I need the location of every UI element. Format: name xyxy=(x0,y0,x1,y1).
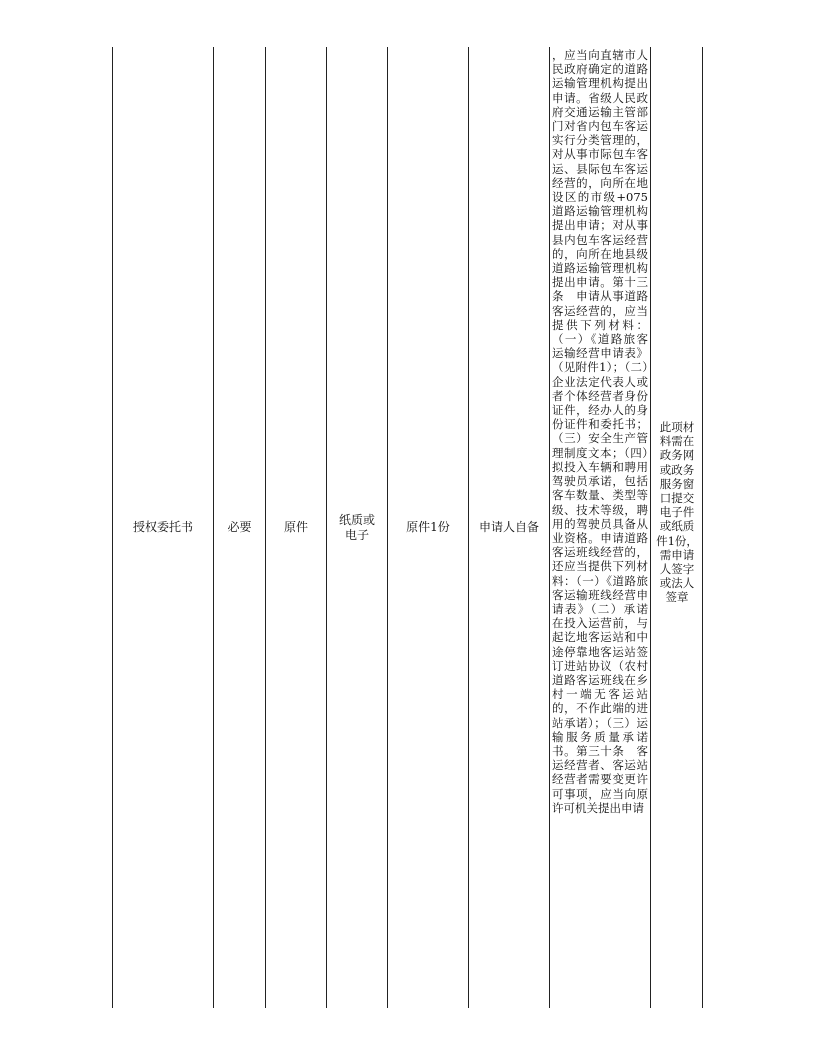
required-flag: 必要 xyxy=(227,520,252,534)
column-border xyxy=(549,47,550,1008)
form-cell xyxy=(327,47,387,1008)
material-name-cell xyxy=(113,47,213,1008)
column-border xyxy=(650,47,651,1008)
original-type: 原件 xyxy=(283,520,308,534)
source-cell xyxy=(469,47,549,1008)
remark-text: 此项材料需在政务网或政务服务窗口提交电子件或纸质件1份，需申请人签字或法人签章 xyxy=(656,420,698,605)
quantity-cell xyxy=(388,47,468,1008)
legal-basis-text: ，应当向直辖市人民政府确定的道路运输管理机构提出申请。省级人民政府交通运输主管部门对省内包车客运实行分类管理的，对从事市际包车客运、县际包车客运经营的，向所在地设区的市级+075道路运输管理机构提出申请；对从事县内包车客运经营的，向所在地县级道路运输管理机构提出申请。第十三条 申请从事道路客运经营的，应当提供下列材料：（一）《道路旅客运输经营申请表》（见附件1）；（二）企业法定代表人或者个体经营者身份证件，经办人的身份证件和委托书；（三）安全生产管理制度文本；（四）拟投入车辆和聘用驾驶员承诺，包括客车数量、类型等级、技术等级，聘用的驾驶员具备从业资格。申请道路客运班线经营的，还应当提供下列材料：（一）《道路旅客运输班线经营申请表》（二）承诺在投入运营前，与起讫地客运站和中途停靠地客运站签订进站协议（农村道路客运班线在乡村一端无客运站的，不作此端的进站承诺）；（三）运输服务质量承诺书。第三十条 客运经营者、客运站经营者需要变更许可事项，应当向原许可机关提出申请 xyxy=(552,48,648,815)
original-cell xyxy=(266,47,326,1008)
material-source: 申请人自备 xyxy=(478,520,539,534)
column-border xyxy=(702,47,703,1008)
material-quantity: 原件1份 xyxy=(406,520,450,534)
material-form: 纸质或电子 xyxy=(338,512,375,542)
material-name: 授权委托书 xyxy=(132,520,193,534)
required-cell xyxy=(214,47,265,1008)
